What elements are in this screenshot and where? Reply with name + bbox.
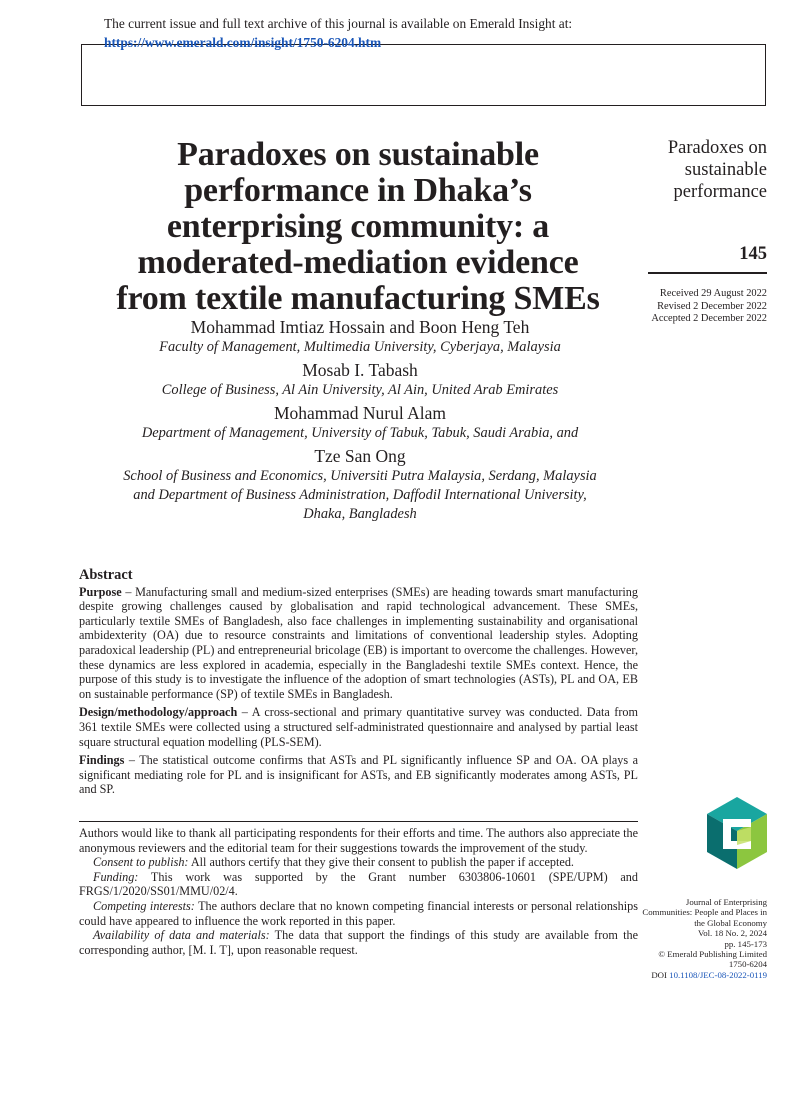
affiliation-line: and Department of Business Administration, Daffodil International University, <box>133 487 587 503</box>
title-line: moderated-mediation evidence <box>137 244 579 281</box>
journal-info-line: Journal of Enterprising <box>685 897 767 907</box>
funding-label: Funding: <box>93 869 139 884</box>
abstract-heading: Abstract <box>79 567 133 583</box>
journal-info <box>626 897 767 980</box>
affiliation-line: Dhaka, Bangladesh <box>303 506 417 522</box>
consent-label: Consent to publish: <box>93 855 189 870</box>
funding-note <box>79 870 638 899</box>
journal-info-line: © Emerald Publishing Limited <box>658 949 767 960</box>
author-affiliation: College of Business, Al Ain University, Al Ain, United Arab Emirates <box>161 382 559 398</box>
journal-url-link[interactable]: https://www.emerald.com/insight/1750-6204.htm <box>104 35 382 50</box>
abstract-design <box>79 705 638 749</box>
availability-label: Availability of data and materials: <box>93 928 270 943</box>
journal-notice-text: The current issue and full text archive of this journal is available on Emerald Insight at: <box>104 16 573 31</box>
revised-date: Revised 2 December 2022 <box>657 300 767 312</box>
competing-text: The authors declare that no known competing financial interests or personal relationships could have appeared to influence the work reported in this paper. <box>79 898 638 928</box>
title-line: performance in Dhaka’s <box>184 172 532 209</box>
running-head-line: performance <box>673 182 767 202</box>
author-name: Tze San Ong <box>314 446 406 466</box>
article-title <box>80 137 636 317</box>
authors-block <box>60 316 660 526</box>
author-name: Mosab I. Tabash <box>302 360 418 380</box>
footnotes-section <box>79 826 638 957</box>
accepted-date: Accepted 2 December 2022 <box>651 313 767 324</box>
title-line: enterprising community: a <box>166 208 550 245</box>
affiliation-line: School of Business and Economics, Universiti Putra Malaysia, Serdang, Malaysia <box>123 468 597 484</box>
running-head-line: sustainable <box>684 160 767 180</box>
abstract-purpose <box>79 585 638 702</box>
competing-label: Competing interests: <box>93 898 195 913</box>
side-divider <box>648 272 767 274</box>
doi-label: DOI <box>651 969 667 980</box>
abstract-findings <box>79 753 638 797</box>
journal-info-line: the Global Economy <box>694 917 767 928</box>
page-number: 145 <box>739 244 767 264</box>
journal-info-line: Vol. 18 No. 2, 2024 <box>698 928 767 939</box>
emerald-publishing-logo-icon <box>705 797 769 869</box>
purpose-text: – Manufacturing small and medium-sized enterprises (SMEs) are heading towards smart manufacturing despite growing challenges caused by globalisation and rapid technological advancement. These SMEs, particularly textile SMEs of Bangladesh, also face challenges in implementing sustainability and organisational ambidexterity (OA) due to resource constraints and limitations of conventional leadership styles. Adopting paradoxical leadership (PL) and entrepreneurial bricolage (EB) is important to overcome the challenges. However, these dynamics are less explored in academia, especially in the Bangladeshi textile SMEs context. Hence, the purpose of this study is to investigate the influence of the adoption of smart technologies (ASTs), PL and OA, EB on sustainable performance (SP) of textile SMEs in Bangladesh. <box>79 584 638 701</box>
running-head-line: Paradoxes on <box>667 138 767 158</box>
author-affiliation: Department of Management, University of Tabuk, Tabuk, Saudi Arabia, and <box>141 425 579 441</box>
title-line: from textile manufacturing SMEs <box>116 280 600 317</box>
journal-notice-box <box>81 44 766 106</box>
consent-note <box>79 855 638 870</box>
footnote-divider <box>79 821 638 822</box>
author-affiliation <box>60 467 660 524</box>
purpose-label: Purpose <box>79 584 122 599</box>
journal-info-line: pp. 145-173 <box>724 938 767 949</box>
findings-label: Findings <box>79 753 125 768</box>
title-line: Paradoxes on sustainable <box>177 136 539 173</box>
competing-interests-note <box>79 899 638 928</box>
acknowledgement-text: Authors would like to thank all participating respondents for their efforts and time. The authors also appreciate the anonymous reviewers and the editorial team for their suggestions towards the improvement of the study. <box>79 826 638 855</box>
design-label: Design/methodology/approach <box>79 705 238 720</box>
abstract-section <box>79 568 638 801</box>
consent-text: All authors certify that they give their consent to publish the paper if accepted. <box>188 855 574 870</box>
design-text: – A cross-sectional and primary quantitative survey was conducted. Data from 361 textile SMEs were collected using a structured self-administrated questionnaire and analysed by partial least square structural equation modelling (PLS-SEM). <box>79 705 638 749</box>
funding-text: This work was supported by the Grant number 6303806-10601 (SPE/UPM) and FRGS/1/2020/SS01/MMU/02/4. <box>79 869 638 899</box>
author-name: Mohammad Nurul Alam <box>273 403 447 423</box>
data-availability-note <box>79 928 638 957</box>
author-affiliation: Faculty of Management, Multimedia University, Cyberjaya, Malaysia <box>159 339 561 355</box>
journal-info-line: Communities: People and Places in <box>642 907 767 918</box>
findings-text: – The statistical outcome confirms that ASTs and PL significantly influence SP and OA. OA plays a significant mediating role for PL and is insignificant for ASTs, and EB significantly moderates among ASTs, PL and SP. <box>79 753 638 797</box>
availability-text: The data that support the findings of this study are available from the corresponding author, [M. I. T], upon reasonable request. <box>79 928 638 957</box>
journal-info-line: 1750-6204 <box>728 959 767 970</box>
running-head <box>640 137 767 203</box>
received-date: Received 29 August 2022 <box>659 288 767 299</box>
doi-link[interactable]: 10.1108/JEC-08-2022-0119 <box>669 969 767 980</box>
author-name: Mohammad Imtiaz Hossain and Boon Heng Teh <box>190 317 530 337</box>
doi-line <box>626 970 767 980</box>
